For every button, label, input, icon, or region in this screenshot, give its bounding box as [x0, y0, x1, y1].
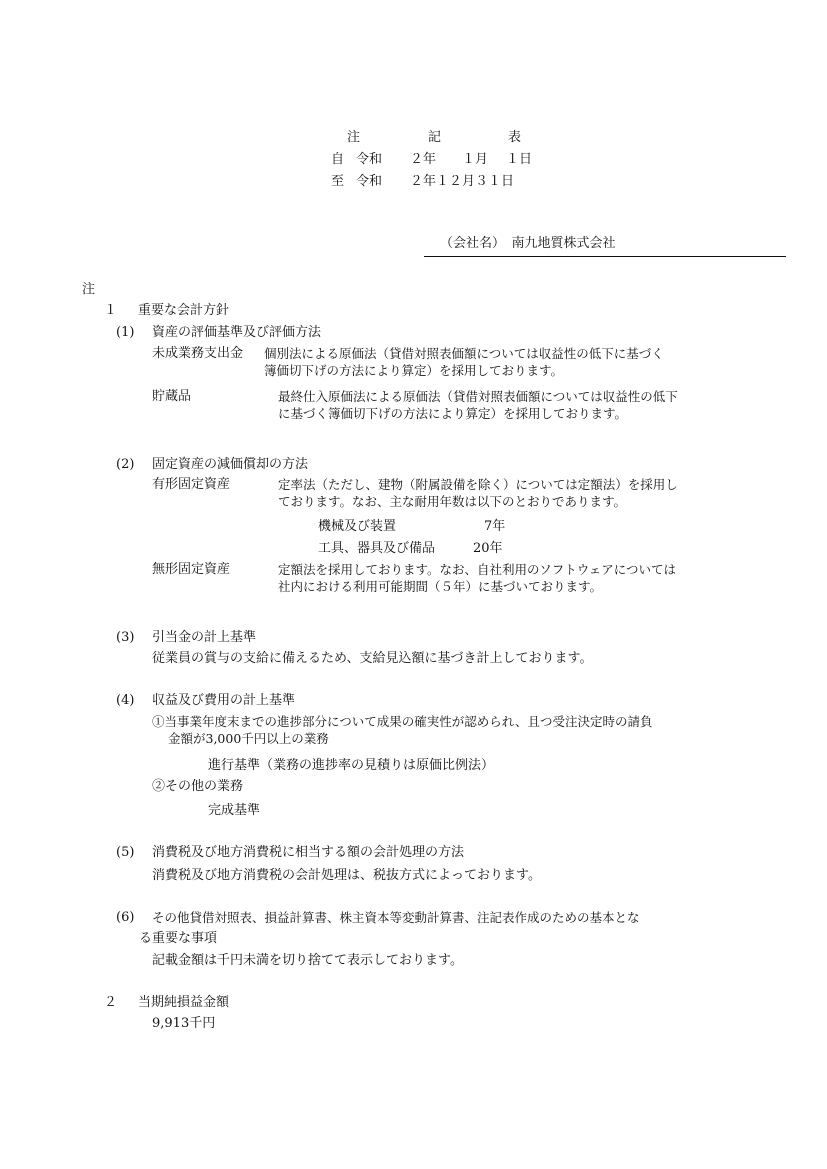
title-char-2: 記: [428, 130, 442, 145]
section-1-number: １: [104, 303, 118, 318]
item-2-title: 固定資産の減価償却の方法: [152, 457, 309, 472]
item-1-title: 資産の評価基準及び評価方法: [152, 325, 322, 340]
item-4a-line-2: 金額が3,000千円以上の業務: [168, 731, 329, 746]
supplies-text-line-2: に基づく簿価切下げの方法により算定）を採用しております。: [278, 406, 628, 421]
period-from-day: １日: [506, 152, 533, 167]
item-6-body: 記載金額は千円未満を切り捨てて表示しております。: [152, 953, 463, 968]
item-4b-line-1: ②その他の業務: [152, 779, 244, 794]
item-6-title-line-2: る重要な事項: [139, 931, 218, 946]
period-from-label: 自: [331, 152, 345, 167]
company-underline: [424, 256, 786, 257]
section-2-number: ２: [104, 995, 118, 1010]
item-5-number: (5): [116, 845, 135, 860]
intangible-text-line-1: 定額法を採用しております。なお、自社利用のソフトウェアについては: [278, 562, 677, 577]
asset-tools-name: 工具、器具及び備品: [318, 541, 436, 556]
tangible-assets-label: 有形固定資産: [152, 477, 231, 492]
company-name: （会社名） 南九地質株式会社: [440, 236, 616, 251]
title-char-1: 注: [347, 130, 361, 145]
notes-label: 注: [82, 282, 96, 297]
period-from-era: 令和: [356, 152, 383, 167]
tangible-text-line-2: ております。なお、主な耐用年数は以下のとおりであります。: [278, 494, 627, 509]
supplies-text-line-1: 最終仕入原価法による原価法（貸借対照表価額については収益性の低下: [278, 389, 678, 404]
section-2-title: 当期純損益金額: [138, 995, 230, 1010]
item-2-number: (2): [116, 457, 135, 472]
item-5-title: 消費税及び地方消費税に相当する額の会計処理の方法: [152, 845, 465, 860]
asset-machinery-years: 7年: [484, 519, 506, 534]
item-5-body: 消費税及び地方消費税の会計処理は、税抜方式によっております。: [152, 868, 541, 883]
item-4a-line-1: ①当事業年度末までの進捗部分について成果の確実性が認められ、且つ受注決定時の請負: [152, 714, 653, 729]
period-to-label: 至: [331, 174, 345, 189]
period-from-month: １月: [462, 152, 489, 167]
item-3-body: 従業員の賞与の支給に備えるため、支給見込額に基づき計上しております。: [152, 651, 593, 666]
item-4-title: 収益及び費用の計上基準: [152, 693, 296, 708]
section-1-title: 重要な会計方針: [138, 303, 230, 318]
net-income-value: 9,913千円: [152, 1016, 216, 1031]
item-6-title-line-1: その他貸借対照表、損益計算書、株主資本等変動計算書、注記表作成のための基本とな: [152, 910, 640, 925]
item-3-number: (3): [116, 630, 135, 645]
item-3-title: 引当金の計上基準: [152, 630, 257, 645]
item-6-number: (6): [116, 910, 135, 925]
intangible-text-line-2: 社内における利用可能期間（５年）に基づいております。: [278, 579, 603, 594]
item-4-number: (4): [116, 693, 135, 708]
intangible-assets-label: 無形固定資産: [152, 562, 231, 577]
title-char-3: 表: [508, 130, 522, 145]
wip-text-line-1: 個別法による原価法（貸借対照表価額については収益性の低下に基づく: [264, 346, 664, 361]
wip-text-line-2: 簿価切下げの方法により算定）を採用しております。: [264, 363, 564, 378]
asset-machinery-name: 機械及び装置: [318, 519, 397, 534]
period-to-era: 令和: [356, 174, 383, 189]
tangible-text-line-1: 定率法（ただし、建物（附属設備を除く）については定額法）を採用し: [278, 477, 678, 492]
wip-label: 未成業務支出金: [152, 346, 244, 361]
period-from-year: ２年: [410, 152, 437, 167]
period-to-date: ２年１２月３１日: [410, 174, 515, 189]
item-1-number: (1): [116, 325, 135, 340]
supplies-label: 貯蔵品: [152, 389, 192, 404]
item-4b-method: 完成基準: [208, 803, 261, 818]
item-4a-method: 進行基準（業務の進捗率の見積りは原価比例法）: [208, 758, 495, 773]
asset-tools-years: 20年: [473, 541, 503, 556]
